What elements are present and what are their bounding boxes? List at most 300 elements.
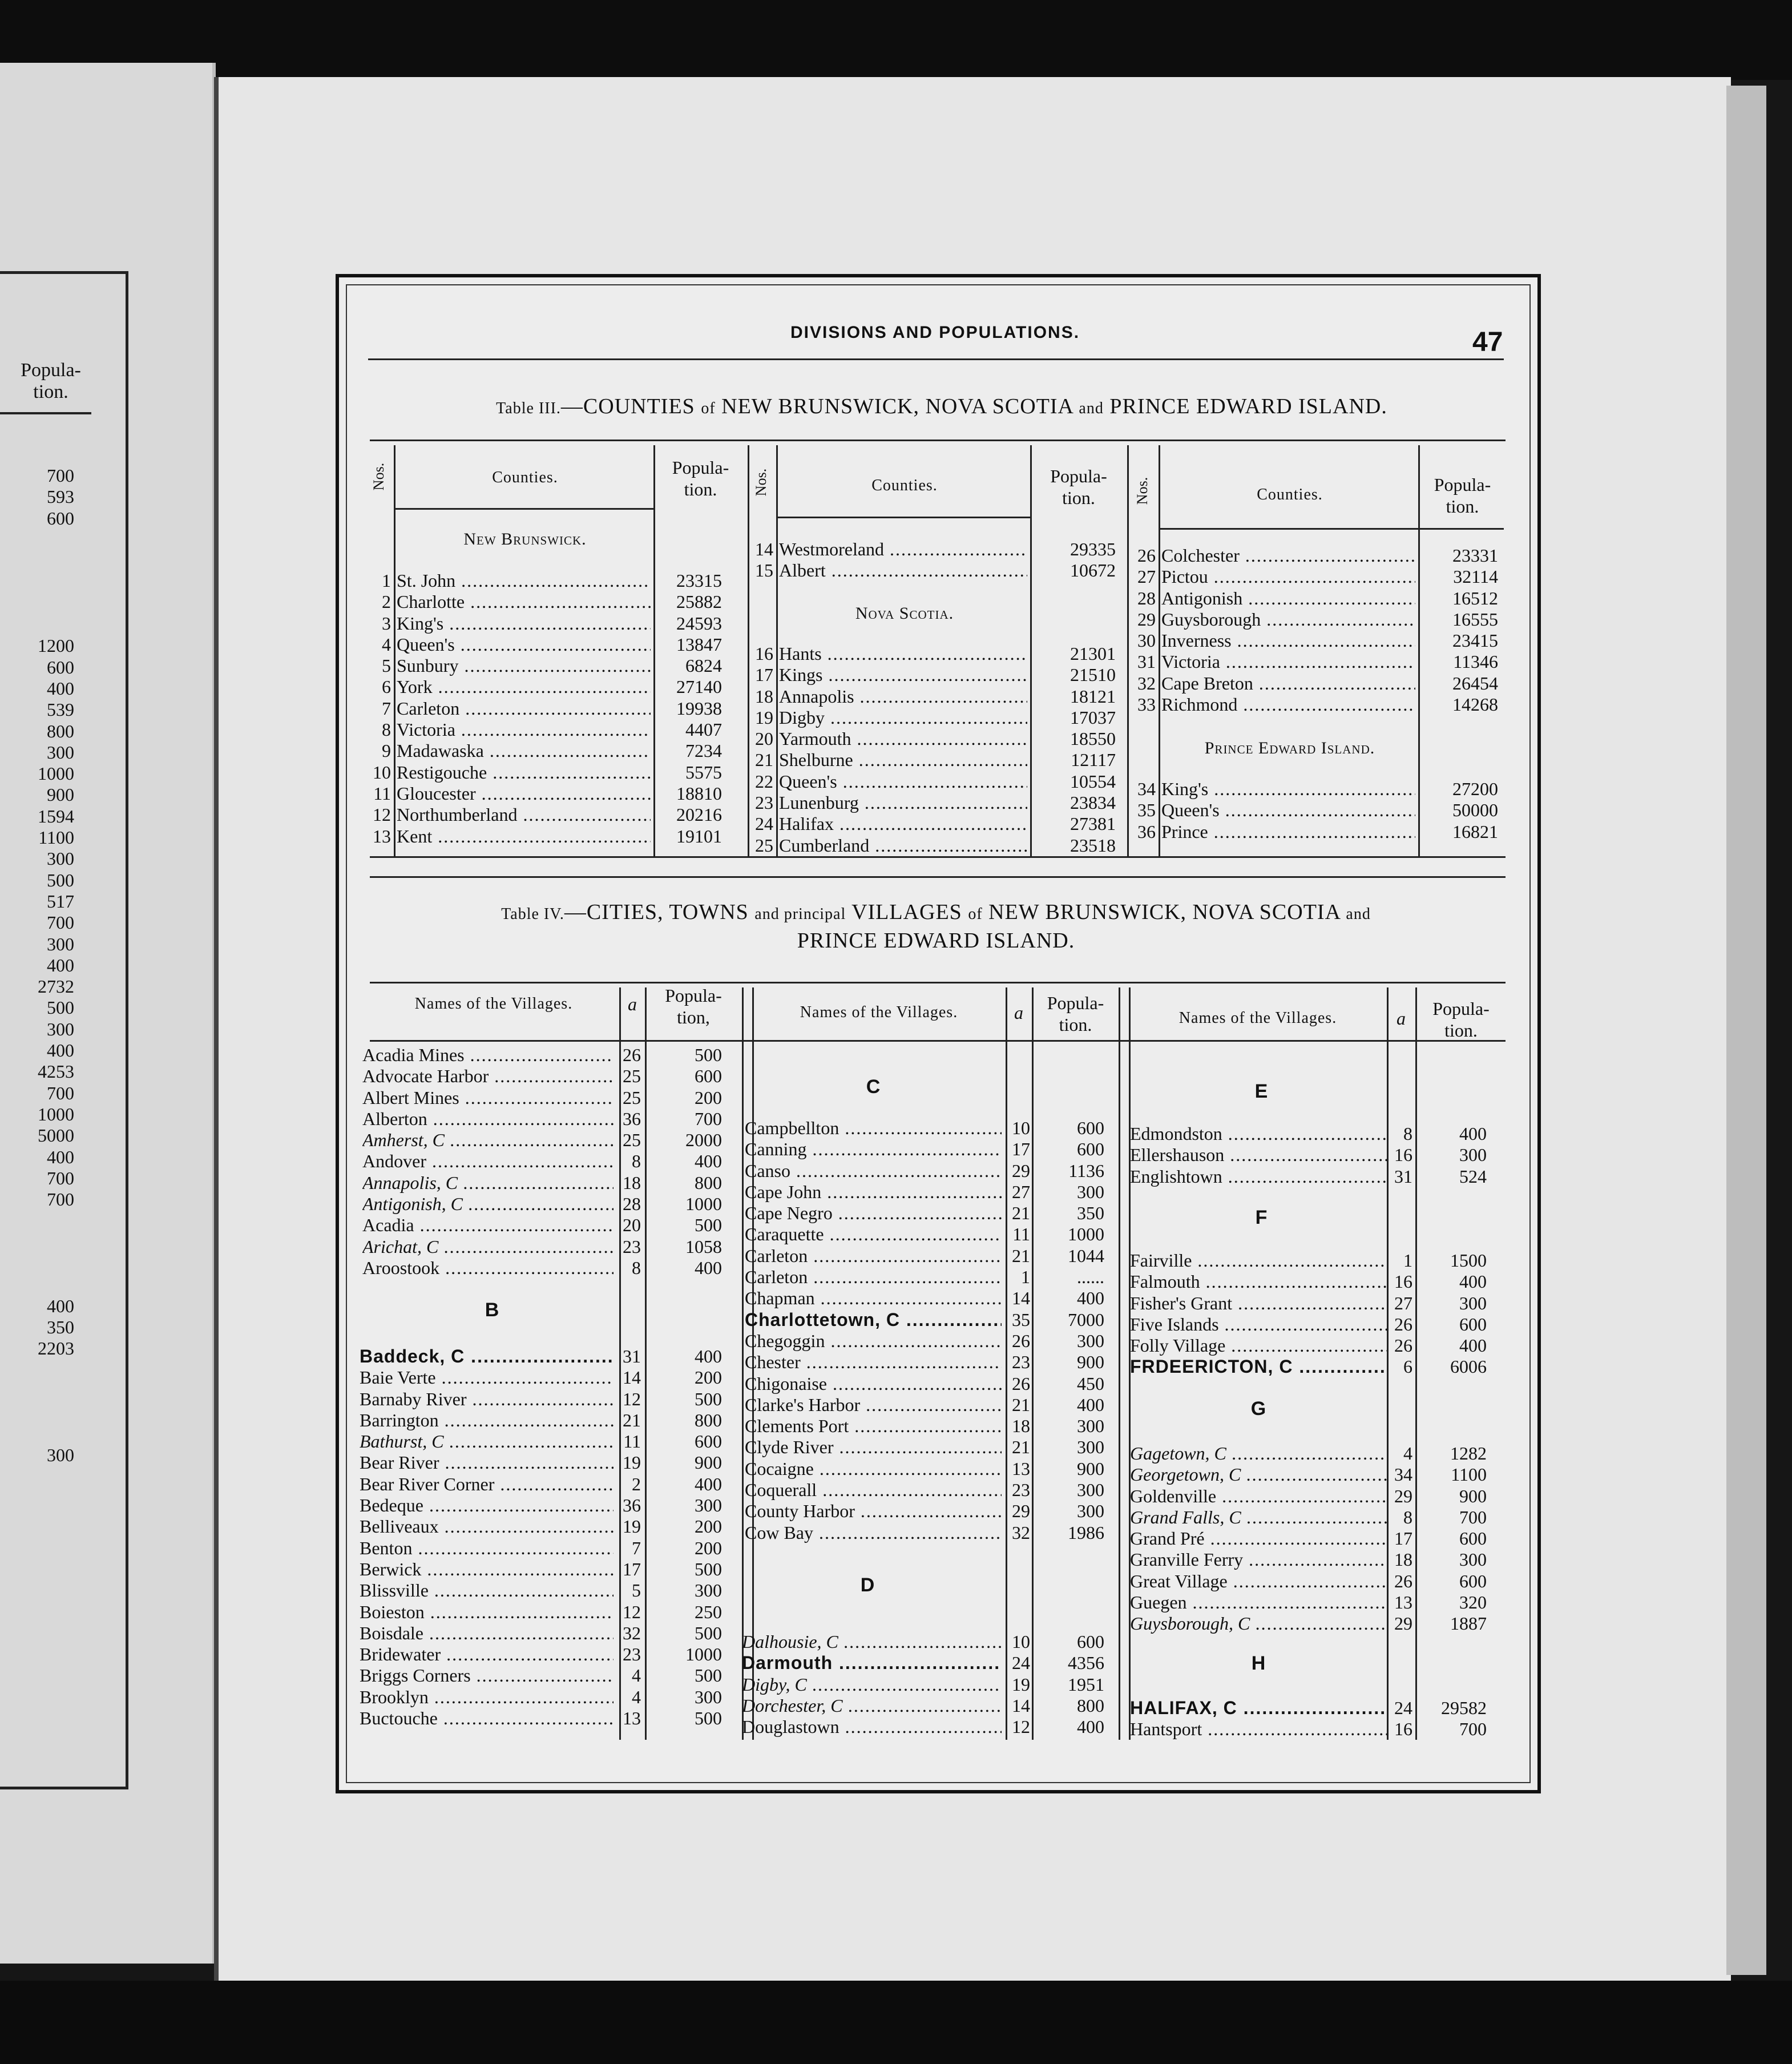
county-number: 4 xyxy=(382,634,391,655)
village-population: 1000 xyxy=(685,1644,722,1665)
village-name: Granville Ferry ..... xyxy=(1130,1549,1387,1570)
village-row xyxy=(1130,1271,1504,1292)
county-number: 34 xyxy=(1137,779,1156,799)
village-a-ref: 23 xyxy=(1012,1352,1030,1373)
scan-background-bottom xyxy=(0,1981,1792,2064)
village-name: Antigonish, C ..... xyxy=(362,1194,614,1215)
village-row xyxy=(1130,1250,1504,1271)
village-row xyxy=(360,1665,742,1686)
county-number: 26 xyxy=(1137,545,1156,566)
village-a-ref: 13 xyxy=(1394,1592,1412,1613)
table3-population-header: Popula- tion. xyxy=(672,457,729,499)
county-name: Pictou ..... xyxy=(1161,566,1415,587)
village-population: 600 xyxy=(695,1431,722,1452)
village-a-ref: 26 xyxy=(1394,1570,1412,1591)
village-population: 7000 xyxy=(1068,1309,1104,1330)
left-population-value: 400 xyxy=(47,1040,74,1061)
village-population: 300 xyxy=(695,1495,722,1516)
village-name: Brooklyn ..... xyxy=(360,1687,614,1708)
village-row xyxy=(1130,1293,1504,1314)
village-name: Grand Falls, C ..... xyxy=(1130,1507,1387,1528)
left-population-value xyxy=(0,529,74,550)
county-name: St. John ..... xyxy=(397,570,651,591)
village-row xyxy=(360,1623,742,1644)
left-population-value: 900 xyxy=(47,784,74,805)
village-a-ref: 21 xyxy=(1012,1203,1030,1224)
village-population: 400 xyxy=(695,1151,722,1172)
village-row xyxy=(360,1559,742,1580)
table4-population-header: Popula- tion. xyxy=(1047,993,1104,1035)
village-population: 600 xyxy=(1459,1528,1487,1549)
county-population: 23415 xyxy=(1452,630,1498,651)
village-row xyxy=(745,1203,1119,1224)
county-row xyxy=(748,539,1116,560)
village-population: 1044 xyxy=(1068,1245,1104,1266)
table4-col1-rows xyxy=(362,1045,742,1279)
village-population: 524 xyxy=(1459,1166,1487,1187)
left-population-header: Popula- tion. xyxy=(21,360,81,402)
section-new-brunswick: New Brunswick. xyxy=(463,530,587,549)
village-name: Belliveaux ..... xyxy=(360,1516,614,1537)
table4-caption: Table IV.—CITIES, TOWNS and principal VILLAGES of NEW BRUNSWICK, NOVA SCOTIA and PRINCE EDWARD ISLAND. xyxy=(501,900,1371,953)
county-name: Digby ..... xyxy=(779,707,1027,728)
village-population: 600 xyxy=(695,1066,722,1087)
village-row xyxy=(360,1644,742,1665)
county-population: 50000 xyxy=(1452,800,1498,821)
village-population: 600 xyxy=(1459,1570,1487,1591)
county-population: 23518 xyxy=(1070,835,1116,856)
letter-d: D xyxy=(860,1574,875,1596)
village-a-ref: 26 xyxy=(1394,1313,1412,1335)
county-name: Queen's ..... xyxy=(779,771,1027,792)
village-name: Great Village ..... xyxy=(1130,1571,1387,1592)
letter-b: B xyxy=(485,1299,499,1321)
village-row xyxy=(360,1580,742,1601)
left-population-value: 400 xyxy=(47,1295,74,1316)
village-row xyxy=(360,1410,742,1431)
left-population-value xyxy=(0,593,74,614)
table4-population-header: Popula- tion. xyxy=(1432,998,1490,1041)
left-population-value: 400 xyxy=(47,954,74,975)
village-population: 200 xyxy=(695,1516,722,1537)
village-a-ref: 5 xyxy=(632,1580,641,1601)
county-population: 12117 xyxy=(1071,749,1116,771)
village-name: Acadia Mines ..... xyxy=(362,1045,614,1066)
village-a-ref: 27 xyxy=(1394,1292,1412,1313)
village-row xyxy=(745,1501,1119,1522)
village-population: 1951 xyxy=(1068,1674,1104,1695)
county-population: 18121 xyxy=(1070,686,1116,707)
county-number: 12 xyxy=(373,804,391,825)
village-row xyxy=(362,1130,742,1151)
village-population: 900 xyxy=(1077,1352,1104,1373)
village-a-ref: 26 xyxy=(623,1045,641,1065)
village-row xyxy=(745,1118,1119,1139)
village-population: 600 xyxy=(1459,1313,1487,1335)
county-name: York ..... xyxy=(397,676,651,698)
county-population: 11346 xyxy=(1453,651,1498,672)
village-a-ref: 29 xyxy=(1394,1613,1412,1634)
county-name: Yarmouth ..... xyxy=(779,728,1027,749)
village-name: Aroostook ..... xyxy=(362,1257,614,1279)
table4-col2-rows xyxy=(745,1118,1119,1543)
village-row xyxy=(745,1437,1119,1458)
village-population: 700 xyxy=(1459,1719,1487,1740)
left-population-value: 500 xyxy=(47,997,74,1018)
village-population: 1887 xyxy=(1450,1613,1487,1634)
county-name: Guysborough ..... xyxy=(1161,609,1415,630)
village-name: Buctouche ..... xyxy=(360,1708,614,1729)
county-row xyxy=(1130,779,1507,800)
county-number: 10 xyxy=(373,761,391,783)
left-population-value: 400 xyxy=(47,678,74,699)
village-population: 700 xyxy=(1459,1506,1487,1527)
county-number: 7 xyxy=(382,698,391,719)
village-a-ref: 35 xyxy=(1012,1309,1030,1330)
village-a-ref: 29 xyxy=(1012,1501,1030,1522)
village-row xyxy=(742,1674,1119,1695)
county-name: Victoria ..... xyxy=(1161,651,1415,672)
village-name: Annapolis, C ..... xyxy=(362,1172,614,1194)
village-population: 500 xyxy=(695,1215,722,1236)
village-population: 6006 xyxy=(1450,1356,1487,1377)
village-row xyxy=(745,1331,1119,1352)
county-population: 16821 xyxy=(1452,821,1498,842)
village-name: Ellershauson ..... xyxy=(1130,1144,1387,1166)
village-name: Cocaigne ..... xyxy=(745,1458,1002,1480)
county-row xyxy=(1130,630,1507,651)
county-name: Gloucester ..... xyxy=(397,783,651,804)
header-rule xyxy=(368,358,1504,360)
village-population: 300 xyxy=(1077,1437,1104,1458)
village-a-ref: 12 xyxy=(623,1388,641,1409)
county-name: Antigonish ..... xyxy=(1161,588,1415,609)
village-population: 450 xyxy=(1077,1373,1104,1394)
village-name: Coquerall ..... xyxy=(745,1480,1002,1501)
county-name: Cape Breton ..... xyxy=(1161,673,1415,694)
county-number: 2 xyxy=(382,591,391,612)
county-number: 13 xyxy=(373,825,391,846)
village-row xyxy=(745,1394,1119,1416)
village-population: 1500 xyxy=(1450,1250,1487,1271)
village-a-ref: 25 xyxy=(623,1087,641,1108)
table3-col2-top-rows xyxy=(748,539,1116,582)
village-name: Blissville ..... xyxy=(360,1580,614,1601)
county-number: 30 xyxy=(1137,630,1156,651)
village-row xyxy=(745,1267,1119,1288)
village-a-ref: 29 xyxy=(1012,1160,1030,1181)
village-a-ref: 12 xyxy=(1012,1716,1030,1738)
village-a-ref: 4 xyxy=(1403,1443,1412,1464)
table3-top-rule xyxy=(370,440,1506,441)
left-population-value: 300 xyxy=(47,933,74,954)
village-row xyxy=(745,1373,1119,1394)
left-population-value: 700 xyxy=(47,1082,74,1103)
village-a-ref: 21 xyxy=(623,1409,641,1430)
village-row xyxy=(742,1631,1119,1652)
village-population: 1100 xyxy=(1451,1464,1487,1485)
village-row xyxy=(360,1687,742,1708)
table4-head-rule xyxy=(370,1040,1506,1042)
village-name: Amherst, C ..... xyxy=(362,1130,614,1151)
village-a-ref: 1 xyxy=(1403,1250,1412,1271)
village-a-ref: 32 xyxy=(1012,1522,1030,1543)
county-number: 28 xyxy=(1137,587,1156,608)
letter-e: E xyxy=(1254,1081,1268,1102)
village-population: 1136 xyxy=(1068,1160,1104,1181)
county-population: 7234 xyxy=(685,740,722,761)
village-population: 300 xyxy=(695,1686,722,1707)
village-row xyxy=(1130,1592,1504,1613)
village-a-ref: 11 xyxy=(1012,1224,1030,1245)
village-name: Arichat, C ..... xyxy=(362,1236,614,1257)
village-population: 200 xyxy=(695,1087,722,1108)
village-row xyxy=(360,1474,742,1495)
table3-counties-header: Counties. xyxy=(871,477,938,494)
village-name: Berwick ..... xyxy=(360,1559,614,1580)
table4-col3-e-rows xyxy=(1130,1123,1504,1187)
left-population-value: 300 xyxy=(47,1444,74,1465)
county-row xyxy=(365,591,1027,612)
county-row xyxy=(748,813,1116,835)
county-name: Queen's ..... xyxy=(1161,800,1415,821)
village-name: Baddeck, C ..... xyxy=(360,1346,614,1367)
village-a-ref: 18 xyxy=(1012,1416,1030,1437)
village-population: 250 xyxy=(695,1601,722,1622)
village-name: Campbellton ..... xyxy=(745,1118,1002,1139)
county-number: 32 xyxy=(1137,672,1156,694)
left-population-value xyxy=(0,1381,74,1402)
village-population: 300 xyxy=(1459,1144,1487,1166)
village-population: 300 xyxy=(695,1580,722,1601)
village-row xyxy=(1130,1507,1504,1528)
county-population: 5575 xyxy=(685,761,722,783)
village-a-ref: 34 xyxy=(1394,1464,1412,1485)
village-row xyxy=(745,1160,1119,1182)
scan-background-top xyxy=(0,0,1792,80)
county-number: 31 xyxy=(1137,651,1156,672)
table4-a-header: a xyxy=(1397,1008,1406,1029)
village-row xyxy=(362,1087,742,1108)
county-name: Lunenburg ..... xyxy=(779,792,1027,813)
village-row xyxy=(1130,1528,1504,1549)
village-row xyxy=(745,1139,1119,1160)
village-name: FRDEERICTON, C ..... xyxy=(1130,1356,1387,1377)
village-name: Englishtown ..... xyxy=(1130,1166,1387,1187)
village-population: 400 xyxy=(695,1473,722,1494)
village-row xyxy=(360,1367,742,1388)
county-number: 29 xyxy=(1137,608,1156,630)
village-a-ref: 26 xyxy=(1012,1330,1030,1351)
county-population: 17037 xyxy=(1070,707,1116,728)
village-row xyxy=(745,1309,1119,1331)
village-population: 1058 xyxy=(685,1236,722,1257)
county-row xyxy=(1130,800,1507,821)
village-population: 800 xyxy=(1077,1695,1104,1716)
county-row xyxy=(748,792,1116,813)
village-name: Barrington ..... xyxy=(360,1410,614,1431)
village-a-ref: 25 xyxy=(623,1130,641,1151)
table3-vline xyxy=(1127,445,1129,856)
village-population: 350 xyxy=(1077,1203,1104,1224)
village-name: Clyde River ..... xyxy=(745,1437,1002,1458)
county-number: 15 xyxy=(755,560,773,581)
left-population-value: 1200 xyxy=(38,635,74,656)
village-a-ref: 16 xyxy=(1394,1271,1412,1292)
county-name: Sunbury ..... xyxy=(397,655,651,676)
village-population: 400 xyxy=(1459,1335,1487,1356)
village-row xyxy=(745,1480,1119,1501)
village-row xyxy=(745,1288,1119,1309)
village-name: Boisdale ..... xyxy=(360,1623,614,1644)
county-name: Colchester ..... xyxy=(1161,545,1415,566)
village-name: Chegoggin ..... xyxy=(745,1331,1002,1352)
village-population: 300 xyxy=(1077,1480,1104,1501)
county-row xyxy=(1130,566,1507,587)
village-a-ref: 10 xyxy=(1012,1118,1030,1138)
village-row xyxy=(742,1695,1119,1716)
county-population: 10554 xyxy=(1070,771,1116,792)
county-population: 18810 xyxy=(676,783,722,804)
village-row xyxy=(745,1352,1119,1373)
county-population: 10672 xyxy=(1070,560,1116,581)
county-row xyxy=(365,613,1027,634)
village-name: Andover ..... xyxy=(362,1151,614,1172)
village-a-ref: 17 xyxy=(1394,1528,1412,1549)
table4-names-header: Names of the Villages. xyxy=(800,1003,958,1021)
village-population: 300 xyxy=(1077,1181,1104,1202)
village-row xyxy=(360,1452,742,1473)
village-a-ref: 18 xyxy=(623,1172,641,1193)
village-population: 500 xyxy=(695,1665,722,1686)
county-row xyxy=(1130,545,1507,566)
county-row xyxy=(1130,694,1507,715)
county-name: Shelburne ..... xyxy=(779,749,1027,771)
left-population-value: 5000 xyxy=(38,1125,74,1146)
village-row xyxy=(1130,1314,1504,1335)
county-population: 16555 xyxy=(1452,608,1498,630)
county-population: 13847 xyxy=(676,634,722,655)
county-row xyxy=(748,664,1116,686)
county-number: 21 xyxy=(755,749,773,771)
county-number: 11 xyxy=(373,783,391,804)
village-a-ref: 8 xyxy=(1403,1123,1412,1144)
county-population: 29335 xyxy=(1070,539,1116,559)
village-population: 300 xyxy=(1077,1501,1104,1522)
village-name: Clements Port ..... xyxy=(745,1416,1002,1437)
left-population-value xyxy=(0,1232,74,1253)
table3-nos-header: Nos. xyxy=(370,462,387,491)
village-name: Cape John ..... xyxy=(745,1182,1002,1203)
village-name: HALIFAX, C ..... xyxy=(1130,1698,1387,1719)
village-a-ref: 13 xyxy=(1012,1458,1030,1479)
county-row xyxy=(748,728,1116,749)
county-number: 27 xyxy=(1137,566,1156,587)
village-a-ref: 13 xyxy=(623,1708,641,1729)
village-row xyxy=(1130,1123,1504,1144)
county-population: 21301 xyxy=(1070,643,1116,664)
table3-head-rule-2 xyxy=(776,517,1030,518)
village-name: Fisher's Grant ..... xyxy=(1130,1293,1387,1314)
village-name: Guegen ..... xyxy=(1130,1592,1387,1613)
village-name: Baie Verte ..... xyxy=(360,1367,614,1388)
village-name: Fairville ..... xyxy=(1130,1250,1387,1271)
village-name: Goldenville ..... xyxy=(1130,1486,1387,1507)
table3-counties-header: Counties. xyxy=(492,469,558,486)
village-name: Charlottetown, C ..... xyxy=(745,1309,1002,1331)
village-name: Benton ..... xyxy=(360,1538,614,1559)
village-name: Chapman ..... xyxy=(745,1288,1002,1309)
village-population: 600 xyxy=(1077,1118,1104,1138)
village-name: Bedeque ..... xyxy=(360,1495,614,1516)
table3-col3-top-rows xyxy=(1130,545,1507,715)
village-name: Carleton ..... xyxy=(745,1267,1002,1288)
county-name: Madawaska ..... xyxy=(397,740,651,761)
village-name: Chester ..... xyxy=(745,1352,1002,1373)
village-population: 400 xyxy=(695,1257,722,1278)
village-row xyxy=(1130,1613,1504,1634)
village-population: 29582 xyxy=(1441,1698,1487,1718)
county-number: 6 xyxy=(382,676,391,698)
page-number: 47 xyxy=(1472,327,1503,357)
left-population-value: 400 xyxy=(47,1146,74,1167)
village-population: 200 xyxy=(695,1537,722,1558)
table4-col3-f-rows xyxy=(1130,1250,1504,1378)
table3-population-header: Popula- tion. xyxy=(1434,474,1491,517)
county-population: 24593 xyxy=(676,612,722,634)
county-number: 1 xyxy=(382,570,391,591)
left-population-value: 517 xyxy=(47,890,74,912)
village-population: 900 xyxy=(1459,1485,1487,1506)
county-row xyxy=(748,835,1116,856)
county-population: 18550 xyxy=(1070,728,1116,749)
left-population-value: 800 xyxy=(47,720,74,741)
left-population-value: 1594 xyxy=(38,805,74,827)
village-a-ref: 28 xyxy=(623,1194,641,1215)
village-name: Bear River Corner ..... xyxy=(360,1474,614,1495)
village-name: Clarke's Harbor ..... xyxy=(745,1394,1002,1416)
county-name: Halifax ..... xyxy=(779,813,1027,835)
village-name: Georgetown, C ..... xyxy=(1130,1464,1387,1485)
county-number: 25 xyxy=(755,835,773,856)
table3-bottom-rule xyxy=(370,856,1506,858)
county-population: 21510 xyxy=(1070,664,1116,686)
village-population: 300 xyxy=(1459,1292,1487,1313)
left-population-value: 300 xyxy=(47,848,74,869)
village-a-ref: 24 xyxy=(1012,1652,1030,1674)
county-row xyxy=(1130,821,1507,842)
village-population: 2000 xyxy=(685,1130,722,1151)
left-population-value: 2732 xyxy=(38,976,74,997)
village-population: 400 xyxy=(1077,1288,1104,1309)
county-name: Kent ..... xyxy=(397,826,651,847)
county-name: Carleton ..... xyxy=(397,698,651,719)
village-a-ref: 31 xyxy=(623,1346,641,1366)
table3-head-rule-1 xyxy=(394,508,653,510)
village-a-ref: 17 xyxy=(1012,1139,1030,1160)
village-row xyxy=(360,1708,742,1729)
county-number: 9 xyxy=(382,740,391,761)
village-a-ref: 14 xyxy=(1012,1695,1030,1716)
village-a-ref: 20 xyxy=(623,1215,641,1236)
village-name: Grand Pré ..... xyxy=(1130,1528,1387,1549)
village-a-ref: 17 xyxy=(623,1558,641,1579)
page-edge xyxy=(1726,86,1766,1975)
village-name: Briggs Corners ..... xyxy=(360,1665,614,1686)
left-population-value: 300 xyxy=(47,741,74,763)
left-population-values xyxy=(0,465,74,1466)
village-a-ref: 14 xyxy=(1012,1288,1030,1309)
